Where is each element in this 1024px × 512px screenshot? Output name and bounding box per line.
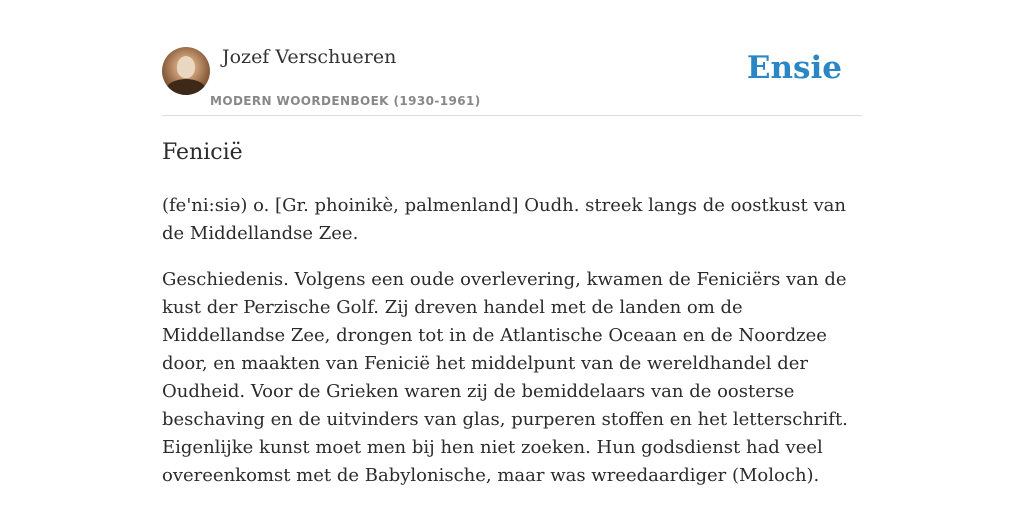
ensie-logo[interactable]: Ensie <box>746 50 842 86</box>
author-name[interactable]: Jozef Verschueren <box>222 46 397 68</box>
author-avatar[interactable] <box>162 47 210 95</box>
header-divider <box>162 115 862 116</box>
entry-definition: (fe'ni:siə) o. [Gr. phoinikè, palmenland] Oudh. streek langs de oostkust van de Middellandse Zee. <box>162 195 846 244</box>
avatar-face <box>177 56 195 78</box>
entry-content <box>162 192 862 508</box>
entry-title: Fenicië <box>162 140 243 165</box>
source-label[interactable]: MODERN WOORDENBOEK (1930-1961) <box>210 94 481 108</box>
header <box>162 44 862 116</box>
entry-history: Geschiedenis. Volgens een oude overlevering, kwamen de Feniciërs van de kust der Perzische Golf. Zij dreven handel met de landen om de Middellandse Zee, drongen tot in de Atlantische Oceaan en de Noordzee door, en maakten van Fenicië het middelpunt van de wereldhandel der Oudheid. Voor de Grieken waren zij de bemiddelaars van de oosterse beschaving en de uitvinders van glas, purperen stoffen en het letterschrift. Eigenlijke kunst moet men bij hen niet zoeken. Hun godsdienst had veel overeenkomst met de Babylonische, maar was wreedaardiger (Moloch). <box>162 269 848 486</box>
avatar-coat <box>166 79 206 95</box>
